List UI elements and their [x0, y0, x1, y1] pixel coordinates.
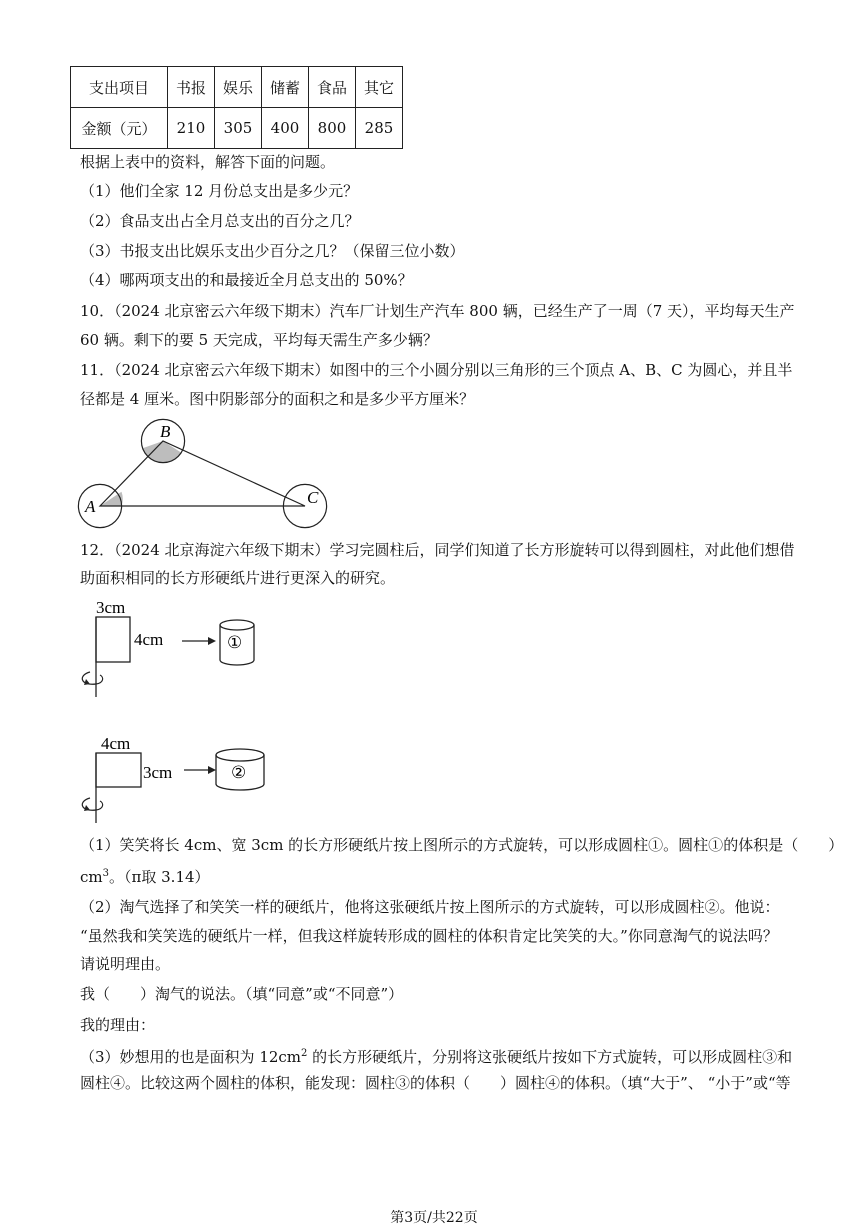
q12-part2-reason: 我的理由：: [80, 1016, 156, 1034]
fig1-height-label: 4cm: [134, 630, 164, 649]
part3-text-a: （3）妙想用的也是面积为 12cm: [80, 1048, 302, 1066]
q12-line2: 助面积相同的长方形硬纸片进行更深入的研究。: [80, 569, 396, 587]
q10-line2: 60 辆。剩下的要 5 天完成，平均每天需生产多少辆？: [80, 331, 438, 349]
table-cell: 金额（元）: [71, 108, 168, 149]
q10-line1: 10．（2024 北京密云六年级下期末）汽车厂计划生产汽车 800 辆，已经生产了一周（7 天），平均每天生产: [80, 302, 795, 320]
area-exponent: 2: [301, 1048, 308, 1059]
table-cell: 285: [356, 108, 403, 149]
q12-part3-line2: 圆柱④。比较这两个圆柱的体积，能发现：圆柱③的体积（ ）圆柱④的体积。（填“大于”、 “小于”或“等: [80, 1074, 791, 1092]
part3-text-b: 的长方形硬纸片，分别将这张硬纸片按如下方式旋转，可以形成圆柱③和: [307, 1048, 793, 1066]
q9-sub4: （4）哪两项支出的和最接近全月总支出的 50%？: [80, 271, 413, 289]
q12-line1: 12．（2024 北京海淀六年级下期末）学习完圆柱后，同学们知道了长方形旋转可以得到圆柱，对此他们想借: [80, 541, 795, 559]
table-header-cell: 书报: [168, 67, 215, 108]
page-footer: 第3页/共22页: [390, 1210, 478, 1226]
cylinder1-label: ①: [227, 633, 243, 652]
vertex-label-a: A: [85, 497, 96, 516]
table-cell: 305: [215, 108, 262, 149]
table-header-cell: 储蓄: [262, 67, 309, 108]
pi-note: 。（π取 3.14）: [109, 868, 210, 886]
q12-part3-line1: [80, 1044, 792, 1067]
q11-line1: 11．（2024 北京密云六年级下期末）如图中的三个小圆分别以三角形的三个顶点 A、B、C 为圆心，并且半: [80, 361, 793, 379]
table-header-cell: 食品: [309, 67, 356, 108]
fig2-width-label: 4cm: [101, 734, 131, 753]
q12-part1-line1: （1）笑笑将长 4cm、宽 3cm 的长方形硬纸片按上图所示的方式旋转，可以形成圆柱①。圆柱①的体积是（ ）: [80, 836, 844, 854]
cylinder2-label: ②: [231, 763, 247, 782]
fig1-width-label: 3cm: [96, 598, 126, 617]
table-header-cell: 其它: [356, 67, 403, 108]
table-header-cell: 娱乐: [215, 67, 262, 108]
table-cell: 210: [168, 108, 215, 149]
fig2-height-label: 3cm: [143, 763, 173, 782]
q12-part2-answer: 我（ ）淘气的说法。（填“同意”或“不同意”）: [80, 985, 404, 1003]
table-cell: 800: [309, 108, 356, 149]
q12-part2-line1: （2）淘气选择了和笑笑一样的硬纸片，他将这张硬纸片按上图所示的方式旋转，可以形成圆柱②。他说：: [80, 898, 780, 916]
q9-sub2: （2）食品支出占全月总支出的百分之几？: [80, 212, 360, 230]
q9-sub1: （1）他们全家 12 月份总支出是多少元？: [80, 182, 359, 200]
table-header-cell: 支出项目: [71, 67, 168, 108]
vertex-label-b: B: [160, 422, 171, 441]
q9-intro: 根据上表中的资料，解答下面的问题。: [80, 153, 336, 171]
unit-exponent: 3: [102, 868, 109, 879]
q12-part2-line3: 请说明理由。: [80, 955, 171, 973]
unit-cm: cm: [80, 868, 103, 886]
vertex-label-c: C: [307, 488, 319, 507]
q12-part1-line2: [80, 864, 210, 887]
q12-part2-line2: “虽然我和笑笑选的硬纸片一样，但我这样旋转形成的圆柱的体积肯定比笑笑的大。”你同意淘气的说法吗？: [80, 927, 778, 945]
q11-line2: 径都是 4 厘米。图中阴影部分的面积之和是多少平方厘米？: [80, 390, 475, 408]
triangle: [100, 441, 305, 506]
q9-sub3: （3）书报支出比娱乐支出少百分之几？（保留三位小数）: [80, 242, 465, 260]
table-cell: 400: [262, 108, 309, 149]
